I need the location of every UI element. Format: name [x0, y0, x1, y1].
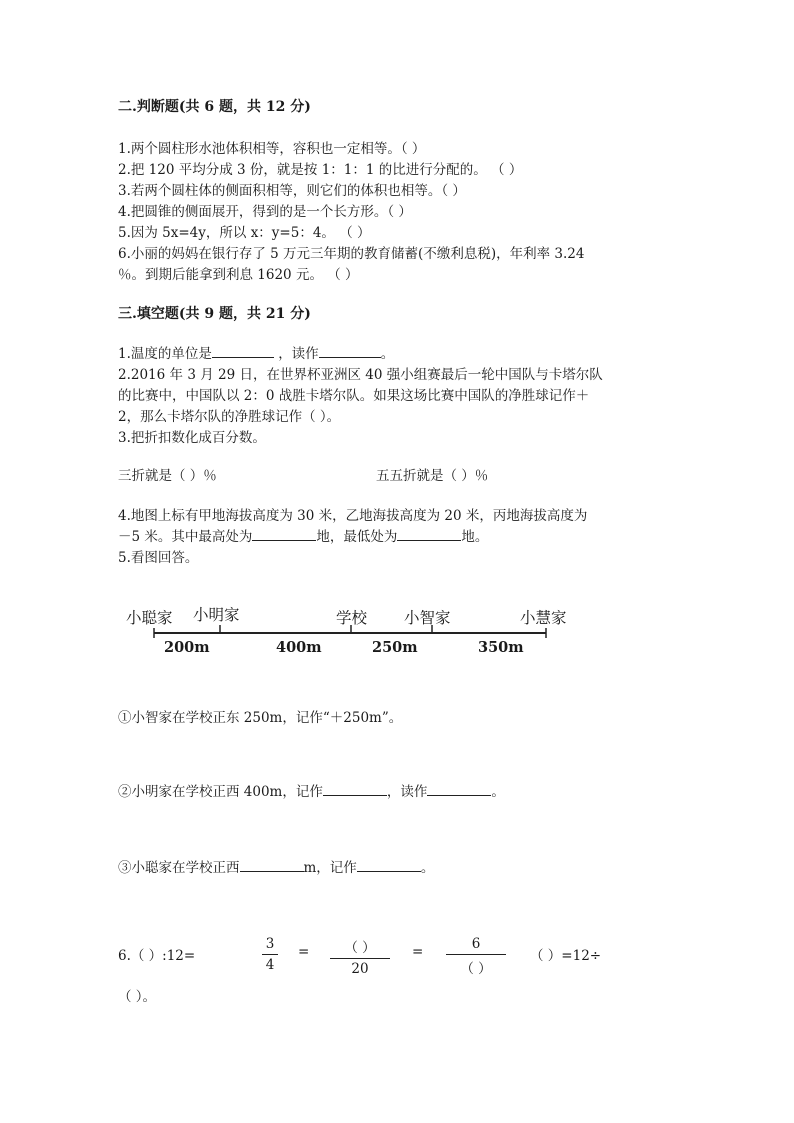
- fill-q4-text-a: －5 米。其中最高处为: [118, 529, 253, 545]
- judge-q3: 3.若两个圆柱体的侧面积相等，则它们的体积也相等。（ ）: [118, 183, 466, 199]
- fill-q6-c: （ ）。: [118, 989, 157, 1005]
- place-xiaoming: 小明家: [193, 606, 240, 624]
- answer-blank[interactable]: [212, 344, 274, 358]
- fill-q1-text-a: 1.温度的单位是: [118, 346, 212, 362]
- judge-q5: 5.因为 5x=4y，所以 x：y=5：4。 （ ）: [118, 225, 371, 241]
- section2-title: 二.判断题(共 6 题，共 12 分): [118, 99, 311, 115]
- fraction3-bar: [446, 954, 506, 955]
- fill-q1-text-b: ，读作: [278, 346, 319, 362]
- answer-blank[interactable]: [319, 344, 381, 358]
- place-xiaozhi: 小智家: [404, 609, 451, 627]
- fill-q3-b: 五五折就是（ ）％: [376, 468, 489, 484]
- sub2-text-b: ，读作: [386, 784, 428, 800]
- fraction-6-blank: [446, 936, 506, 977]
- fraction2-numerator[interactable]: （ ）: [344, 940, 376, 956]
- sub3-text-b: m，记作: [303, 860, 357, 876]
- judge-q4: 4.把圆锥的侧面展开，得到的是一个长方形。（ ）: [118, 204, 412, 220]
- fill-q1-text-c: 。: [380, 346, 395, 362]
- fraction3-denominator[interactable]: （ ）: [460, 961, 492, 977]
- fraction-3-4: [262, 936, 278, 973]
- equals-sign-2: =: [412, 944, 424, 960]
- distance-label-4: 350m: [478, 639, 524, 656]
- fraction2-bar: [330, 958, 390, 959]
- sub-question-2: [118, 780, 505, 800]
- answer-blank[interactable]: [240, 858, 304, 872]
- place-school: 学校: [336, 609, 368, 627]
- fill-q4-text-c: 地。: [461, 529, 489, 545]
- fill-q3: 3.把折扣数化成百分数。: [118, 430, 266, 446]
- equals-sign-1: =: [298, 944, 310, 960]
- fill-q4-text-b: 地，最低处为: [316, 529, 398, 545]
- fill-q3-a: 三折就是（ ）％: [118, 468, 217, 484]
- judge-q1: 1.两个圆柱形水池体积相等，容积也一定相等。（ ）: [118, 141, 426, 157]
- fraction1-denominator: 4: [265, 957, 275, 973]
- sub2-text-a: ②小明家在学校正西 400m，记作: [118, 784, 323, 800]
- place-xiaohui: 小慧家: [520, 609, 567, 627]
- fill-q5: 5.看图回答。: [118, 550, 199, 566]
- judge-q6-line1: 6.小丽的妈妈在银行存了 5 万元三年期的教育储蓄(不缴利息税)，年利率 3.24: [118, 246, 585, 262]
- fill-q4-line1: 4.地图上标有甲地海拔高度为 30 米，乙地海拔高度为 20 米，丙地海拔高度为: [118, 508, 588, 524]
- fill-q6-b: （ ）=12÷: [530, 948, 602, 964]
- judge-q2: 2.把 120 平均分成 3 份，就是按 1：1：1 的比进行分配的。 （ ）: [118, 162, 523, 178]
- place-xiaocong: 小聪家: [126, 609, 173, 627]
- answer-blank[interactable]: [397, 527, 461, 541]
- sub3-text-a: ③小聪家在学校正西: [118, 860, 240, 876]
- answer-blank[interactable]: [427, 782, 491, 796]
- distance-label-2: 400m: [276, 639, 322, 656]
- distance-label-1: 200m: [164, 639, 210, 656]
- answer-blank[interactable]: [323, 782, 387, 796]
- fill-q1: [118, 342, 394, 362]
- fraction1-numerator: 3: [265, 936, 275, 952]
- fill-q2-line3: 2，那么卡塔尔队的净胜球记作（ ）。: [118, 409, 341, 425]
- answer-blank[interactable]: [357, 858, 421, 872]
- fraction2-denominator: 20: [351, 961, 369, 977]
- fraction-blank-20: [330, 936, 390, 977]
- distance-label-3: 250m: [372, 639, 418, 656]
- fraction1-bar: [262, 954, 278, 955]
- section3-title: 三.填空题(共 9 题，共 21 分): [118, 306, 311, 322]
- sub2-text-c: 。: [491, 784, 505, 800]
- sub3-text-c: 。: [420, 860, 435, 876]
- fraction3-numerator: 6: [471, 936, 481, 952]
- sub-question-3: [118, 856, 434, 876]
- judge-q6-line2: ％。到期后能拿到利息 1620 元。 （ ）: [118, 267, 359, 283]
- fill-q2-line2: 的比赛中，中国队以 2：0 战胜卡塔尔队。如果这场比赛中国队的净胜球记作＋: [118, 388, 590, 404]
- fill-q2-line1: 2.2016 年 3 月 29 日，在世界杯亚洲区 40 强小组赛最后一轮中国队与卡塔尔队: [118, 367, 603, 383]
- answer-blank[interactable]: [252, 527, 316, 541]
- fill-q4-line2: [118, 525, 488, 545]
- fill-q6-a: 6.（ ）:12=: [118, 948, 196, 964]
- sub-question-1: ①小智家在学校正东 250m，记作“＋250m”。: [118, 710, 403, 726]
